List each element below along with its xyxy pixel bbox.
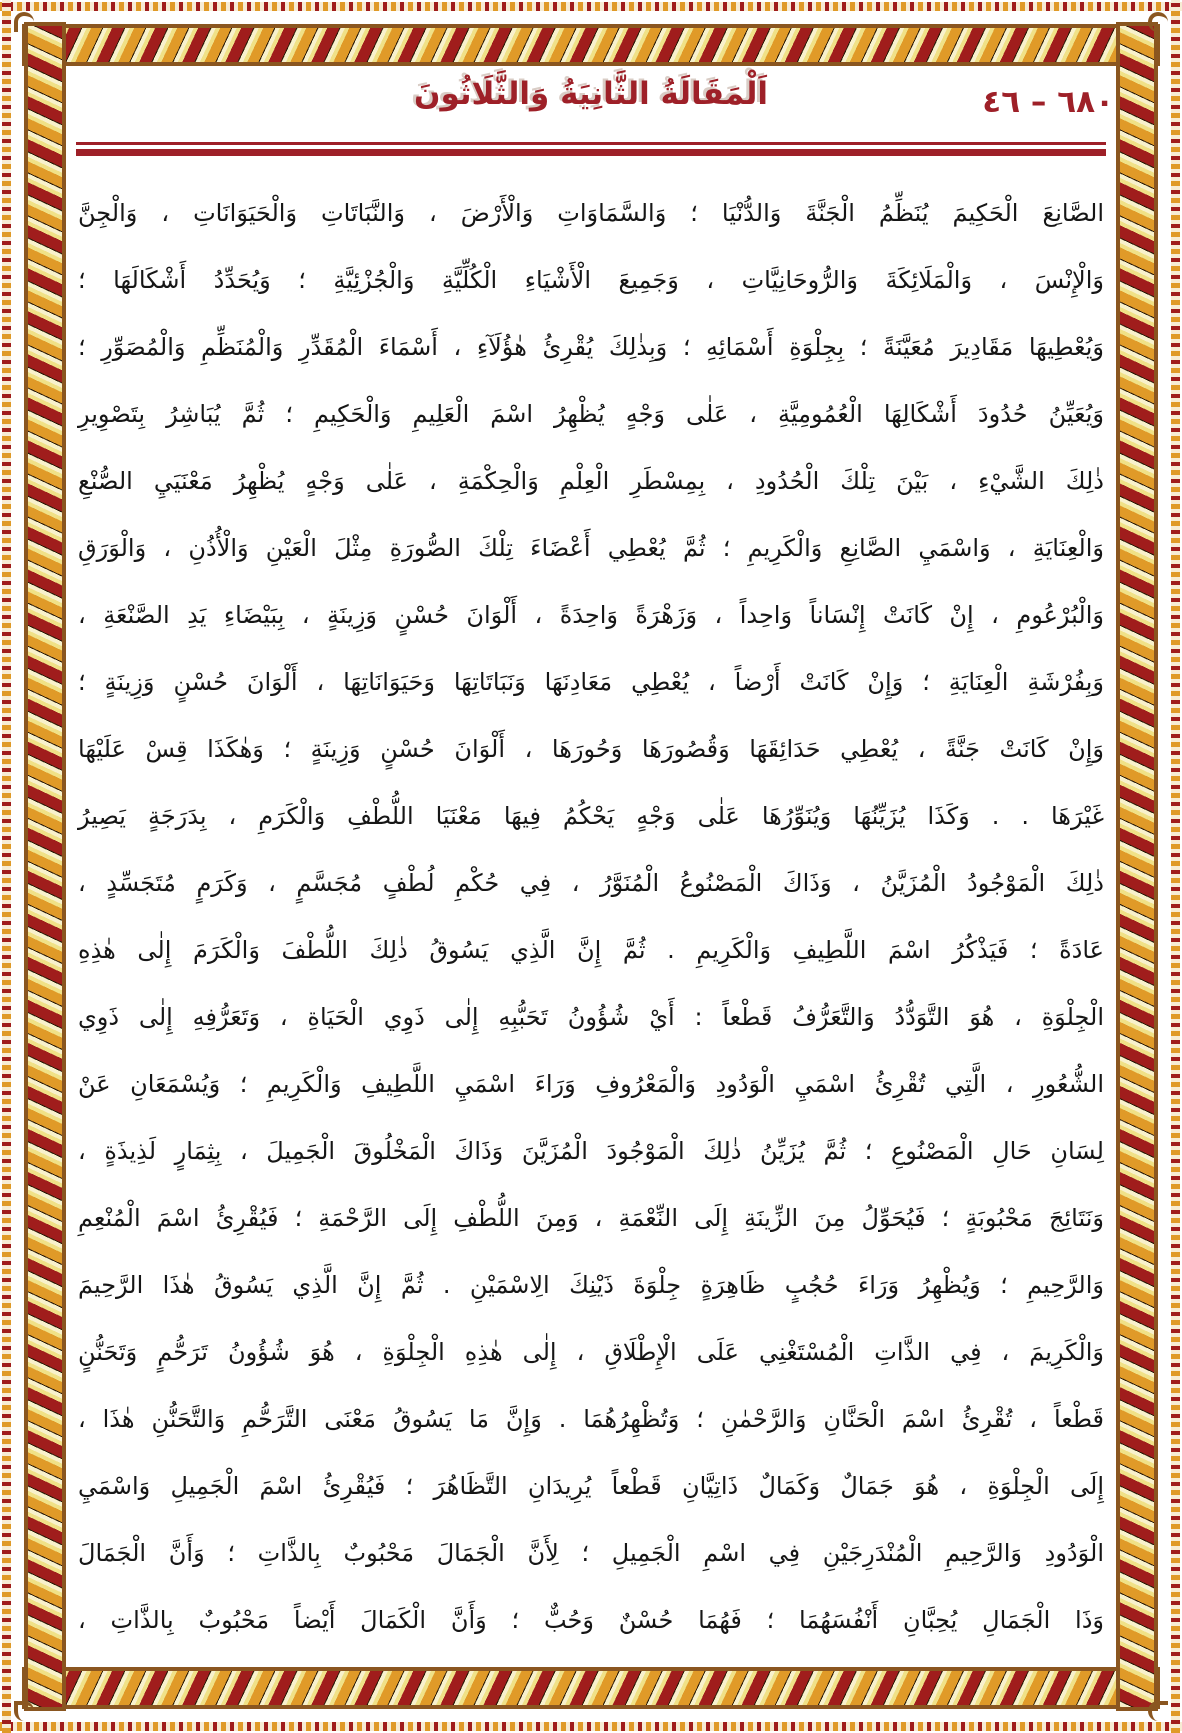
text-line: وَيُعَيِّنُ حُدُودَ أَشْكَالِهَا الْعُمُومِيَّةِ ، عَلٰى وَجْهٍ يُظْهِرُ اسْمَ الْعَلِيمِ وَالْحَكِيمِ ؛ ثُمَّ يُبَاشِرُ بِتَصْوِيرِ bbox=[78, 400, 1104, 428]
text-line: الْجِلْوَةِ ، هُوَ التَّوَدُّدُ وَالتَّعَرُّفُ قَطْعاً : أَيْ شُؤُونُ تَحَبُّبِهِ إِلٰى ذَوِي الْحَيَاةِ ، وَتَعَرُّفِهِ إِلٰى ذَوِي bbox=[78, 1003, 1104, 1031]
outer-guard-top bbox=[0, 2, 1182, 11]
page-number: ٦٨٠ – ٤٦ bbox=[982, 84, 1114, 120]
text-line: إِلَى الْجِلْوَةِ ، هُوَ جَمَالٌ وَكَمَالٌ ذَاتِيَّانِ قَطْعاً يُرِيدَانِ التَّظَاهُرَ ؛ فَيُقْرِئُ اسْمَ الْجَمِيلِ وَاسْمَيِ bbox=[78, 1472, 1104, 1500]
body-text bbox=[78, 180, 1104, 1654]
text-line: الْوَدُودِ وَالرَّحِيمِ الْمُنْدَرِجَيْنِ فِي اسْمِ الْجَمِيلِ ؛ لِأَنَّ الْجَمَالَ مَحْبُوبٌ بِالذَّاتِ ؛ وَأَنَّ الْجَمَالَ bbox=[78, 1539, 1104, 1567]
corner-flourish-bottom-right bbox=[1148, 1701, 1168, 1721]
page-border-top bbox=[22, 24, 1160, 66]
corner-flourish-top-right bbox=[1148, 12, 1168, 32]
text-line: وَالْبُرْعُومِ ، إِنْ كَانَتْ إِنْسَاناً وَاحِداً ، وَزَهْرَةً وَاحِدَةً ، أَلْوَانَ حُسْنٍ وَزِينَةٍ ، بِبَيْضَاءِ يَدِ الصَّنْعَةِ ، bbox=[78, 601, 1104, 629]
page-border-bottom bbox=[22, 1667, 1160, 1709]
page-content bbox=[68, 70, 1114, 1663]
text-line: قَطْعاً ، تُقْرِئُ اسْمَ الْحَنَّانِ وَالرَّحْمٰنِ ؛ وَتُظْهِرُهُمَا . وَإِنَّ مَا يَسُوقُ مَعْنَى التَّرَحُّمِ وَالتَّحَنُّنِ هٰذَا ، bbox=[78, 1405, 1104, 1433]
text-line: وَالرَّحِيمِ ؛ وَيُظْهِرُ وَرَاءَ حُجُبٍ ظَاهِرَةٍ جِلْوَةَ ذَيْنِكَ الِاسْمَيْنِ . ثُمَّ إِنَّ الَّذِي يَسُوقُ هٰذَا الرَّحِيمَ bbox=[78, 1271, 1104, 1299]
text-line: وَالْإِنْسَ ، وَالْمَلَائِكَةَ وَالرُّوحَانِيَّاتِ ، وَجَمِيعَ الْأَشْيَاءِ الْكُلِّيَّةِ وَالْجُزْئِيَّةِ ؛ وَيُحَدِّدُ أَشْكَالَهَا ؛ bbox=[78, 266, 1104, 294]
text-line: وَإِنْ كَانَتْ جَنَّةً ، يُعْطِي حَدَائِقَهَا وَقُصُورَهَا وَحُورَهَا ، أَلْوَانَ حُسْنٍ وَزِينَةٍ ؛ وَهٰكَذَا قِسْ عَلَيْهَا bbox=[78, 735, 1104, 763]
text-line: الصَّانِعَ الْحَكِيمَ يُنَظِّمُ الْجَنَّةَ وَالدُّنْيَا ؛ وَالسَّمَاوَاتِ وَالْأَرْضَ ، وَالنَّبَاتَاتِ وَالْحَيَوَانَاتِ ، وَالْجِنَّ bbox=[78, 199, 1104, 227]
corner-flourish-bottom-left bbox=[14, 1701, 34, 1721]
header-divider bbox=[76, 142, 1106, 156]
outer-guard-right bbox=[1171, 0, 1180, 1733]
text-line: وَنَتَائِجَ مَحْبُوبَةٍ ؛ فَيُحَوِّلُ مِنَ الزِّينَةِ إِلَى النِّعْمَةِ ، وَمِنَ اللُّطْفِ إِلَى الرَّحْمَةِ ؛ فَيُقْرِئُ اسْمَ الْمُنْعِمِ bbox=[78, 1204, 1104, 1232]
page-border-left bbox=[24, 22, 66, 1711]
text-line: وَالْعِنَايَةِ ، وَاسْمَيِ الصَّانِعِ وَالْكَرِيمِ ؛ ثُمَّ يُعْطِي أَعْضَاءَ تِلْكَ الصُّورَةِ مِثْلَ الْعَيْنِ وَالْأُذُنِ ، وَالْوَرَقِ bbox=[78, 534, 1104, 562]
page-header bbox=[68, 70, 1114, 138]
text-line: الشُّعُورِ ، الَّتِي تُقْرِئُ اسْمَيِ الْوَدُودِ وَالْمَعْرُوفِ وَرَاءَ اسْمَيِ اللَّطِيفِ وَالْكَرِيمِ ؛ وَيُسْمَعَانِ عَنْ bbox=[78, 1070, 1104, 1098]
outer-guard-bottom bbox=[0, 1722, 1182, 1731]
text-line: عَادَةً ؛ فَيَذْكُرُ اسْمَ اللَّطِيفِ وَالْكَرِيمِ . ثُمَّ إِنَّ الَّذِي يَسُوقُ ذٰلِكَ اللُّطْفَ وَالْكَرَمَ إِلٰى هٰذِهِ bbox=[78, 936, 1104, 964]
text-line: لِسَانِ حَالِ الْمَصْنُوعِ ؛ ثُمَّ يُزَيِّنُ ذٰلِكَ الْمَوْجُودَ الْمُزَيَّنَ وَذَاكَ الْمَخْلُوقَ الْجَمِيلَ ، بِثِمَارٍ لَذِيذَةٍ ، bbox=[78, 1137, 1104, 1165]
text-line: وَبِفُرْشَةِ الْعِنَايَةِ ؛ وَإِنْ كَانَتْ أَرْضاً ، يُعْطِي مَعَادِنَهَا وَنَبَاتَاتِهَا وَحَيَوَانَاتِهَا ، أَلْوَانَ حُسْنٍ وَزِينَةٍ ؛ bbox=[78, 668, 1104, 696]
text-line: ذٰلِكَ الشَّيْءِ ، بَيْنَ تِلْكَ الْحُدُودِ ، بِمِسْطَرِ الْعِلْمِ وَالْحِكْمَةِ ، عَلٰى وَجْهٍ يُظْهِرُ مَعْنَيَيِ الصُّنْعِ bbox=[78, 467, 1104, 495]
text-line: وَيُعْطِيهَا مَقَادِيرَ مُعَيَّنَةً ؛ بِجِلْوَةِ أَسْمَائِهِ ؛ وَبِذٰلِكَ يُقْرِئُ هٰؤُلَآءِ ، أَسْمَاءَ الْمُقَدِّرِ وَالْمُنَظِّمِ وَالْمُصَوِّرِ ؛ bbox=[78, 333, 1104, 361]
text-line: غَيْرَهَا . . وَكَذَا يُزَيِّنُهَا وَيُنَوِّرُهَا عَلٰى وَجْهٍ يَحْكُمُ فِيهَا مَعْنَيَا اللُّطْفِ وَالْكَرَمِ ، بِدَرَجَةٍ يَصِيرُ bbox=[78, 802, 1104, 830]
page-title: اَلْمَقَالَةُ الثَّانِيَةُ وَالثَّلَاثُونَ bbox=[414, 76, 768, 112]
corner-flourish-top-left bbox=[14, 12, 34, 32]
text-line: ذٰلِكَ الْمَوْجُودُ الْمُزَيَّنُ ، وَذَاكَ الْمَصْنُوعُ الْمُنَوَّرُ ، فِي حُكْمِ لُطْفٍ مُجَسَّمٍ ، وَكَرَمٍ مُتَجَسِّدٍ ، bbox=[78, 869, 1104, 897]
text-line: وَالْكَرِيمَ ، فِي الذَّاتِ الْمُسْتَغْنِي عَلَى الْإِطْلَاقِ ، إِلٰى هٰذِهِ الْجِلْوَةِ ، هُوَ شُؤُونُ تَرَحُّمٍ وَتَحَنُّنٍ bbox=[78, 1338, 1104, 1366]
outer-guard-left bbox=[2, 0, 11, 1733]
text-line: وَذَا الْجَمَالِ يُحِبَّانِ أَنْفُسَهُمَا ؛ فَهُمَا حُسْنٌ وَحُبٌّ ؛ وَأَنَّ الْكَمَالَ أَيْضاً مَحْبُوبٌ بِالذَّاتِ ، bbox=[78, 1606, 1104, 1634]
page-border-right bbox=[1116, 22, 1158, 1711]
